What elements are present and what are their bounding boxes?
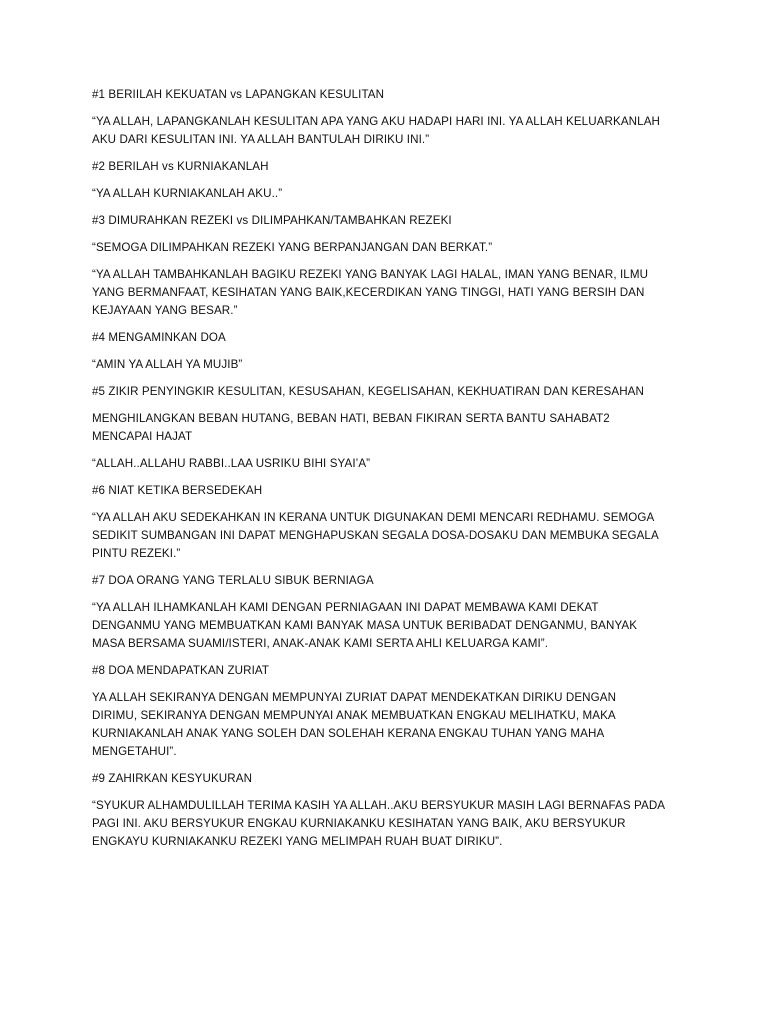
doa-text-3b: “YA ALLAH TAMBAHKANLAH BAGIKU REZEKI YANG BANYAK LAGI HALAL, IMAN YANG BENAR, ILMU YANG BERMANFAAT, KESIHATAN YANG BAIK,KECERDIKAN YANG TINGGI, HATI YANG BERSIH DAN KEJAYAAN YANG BESAR.” bbox=[92, 268, 649, 317]
heading-7: #7 DOA ORANG YANG TERLALU SIBUK BERNIAGA bbox=[92, 574, 374, 587]
heading-8: #8 DOA MENDAPATKAN ZURIAT bbox=[92, 664, 270, 677]
doa-text-8: YA ALLAH SEKIRANYA DENGAN MEMPUNYAI ZURIAT DAPAT MENDEKATKAN DIRIKU DENGAN DIRIMU, SEKIRANYA DENGAN MEMPUNYAI ANAK MEMBUATKAN ENGKAU MELIHATKU, MAKA KURNIAKANLAH ANAK YANG SOLEH DAN SOLEHAH KERANA ENGKAU TUHAN YANG MAHA MENGETAHUI”. bbox=[92, 691, 617, 758]
doa-text-5: “ALLAH..ALLAHU RABBI..LAA USRIKU BIHI SYAI’A” bbox=[92, 457, 371, 470]
heading-3: #3 DIMURAHKAN REZEKI vs DILIMPAHKAN/TAMBAHKAN REZEKI bbox=[92, 214, 452, 227]
doa-text-1: “YA ALLAH, LAPANGKANLAH KESULITAN APA YANG AKU HADAPI HARI INI. YA ALLAH KELUARKANLAH AKU DARI KESULITAN INI. YA ALLAH BANTULAH DIRIKU INI.” bbox=[92, 115, 661, 146]
heading-9: #9 ZAHIRKAN KESYUKURAN bbox=[92, 772, 253, 785]
document-page bbox=[92, 86, 682, 860]
description-5: MENGHILANGKAN BEBAN HUTANG, BEBAN HATI, BEBAN FIKIRAN SERTA BANTU SAHABAT2 MENCAPAI HAJAT bbox=[92, 412, 610, 443]
doa-text-2: “YA ALLAH KURNIAKANLAH AKU..” bbox=[92, 187, 283, 200]
doa-text-9: “SYUKUR ALHAMDULILLAH TERIMA KASIH YA ALLAH..AKU BERSYUKUR MASIH LAGI BERNAFAS PADA PAGI INI. AKU BERSYUKUR ENGKAU KURNIAKANKU KESIHATAN YANG BAIK, AKU BERSYUKUR ENGKAYU KURNIAKANKU REZEKI YANG MELIMPAH RUAH BUAT DIRIKU”. bbox=[92, 799, 666, 848]
doa-text-6: “YA ALLAH AKU SEDEKAHKAN IN KERANA UNTUK DIGUNAKAN DEMI MENCARI REDHAMU. SEMOGA SEDIKIT SUMBANGAN INI DAPAT MENGHAPUSKAN SEGALA DOSA-DOSAKU DAN MEMBUKA SEGALA PINTU REZEKI.” bbox=[92, 511, 659, 560]
doa-text-7: “YA ALLAH ILHAMKANLAH KAMI DENGAN PERNIAGAAN INI DAPAT MEMBAWA KAMI DEKAT DENGANMU YANG MEMBUATKAN KAMI BANYAK MASA UNTUK BERIBADAT DENGANMU, BANYAK MASA BERSAMA SUAMI/ISTERI, ANAK-ANAK KAMI SERTA AHLI KELUARGA KAMI”. bbox=[92, 601, 638, 650]
doa-text-3a: “SEMOGA DILIMPAHKAN REZEKI YANG BERPANJANGAN DAN BERKAT.” bbox=[92, 241, 493, 254]
heading-6: #6 NIAT KETIKA BERSEDEKAH bbox=[92, 484, 263, 497]
heading-5: #5 ZIKIR PENYINGKIR KESULITAN, KESUSAHAN, KEGELISAHAN, KEKHUATIRAN DAN KERESAHAN bbox=[92, 385, 644, 398]
heading-2: #2 BERILAH vs KURNIAKANLAH bbox=[92, 160, 269, 173]
heading-1: #1 BERIILAH KEKUATAN vs LAPANGKAN KESULITAN bbox=[92, 88, 385, 101]
heading-4: #4 MENGAMINKAN DOA bbox=[92, 331, 226, 344]
doa-text-4: “AMIN YA ALLAH YA MUJIB” bbox=[92, 358, 243, 371]
